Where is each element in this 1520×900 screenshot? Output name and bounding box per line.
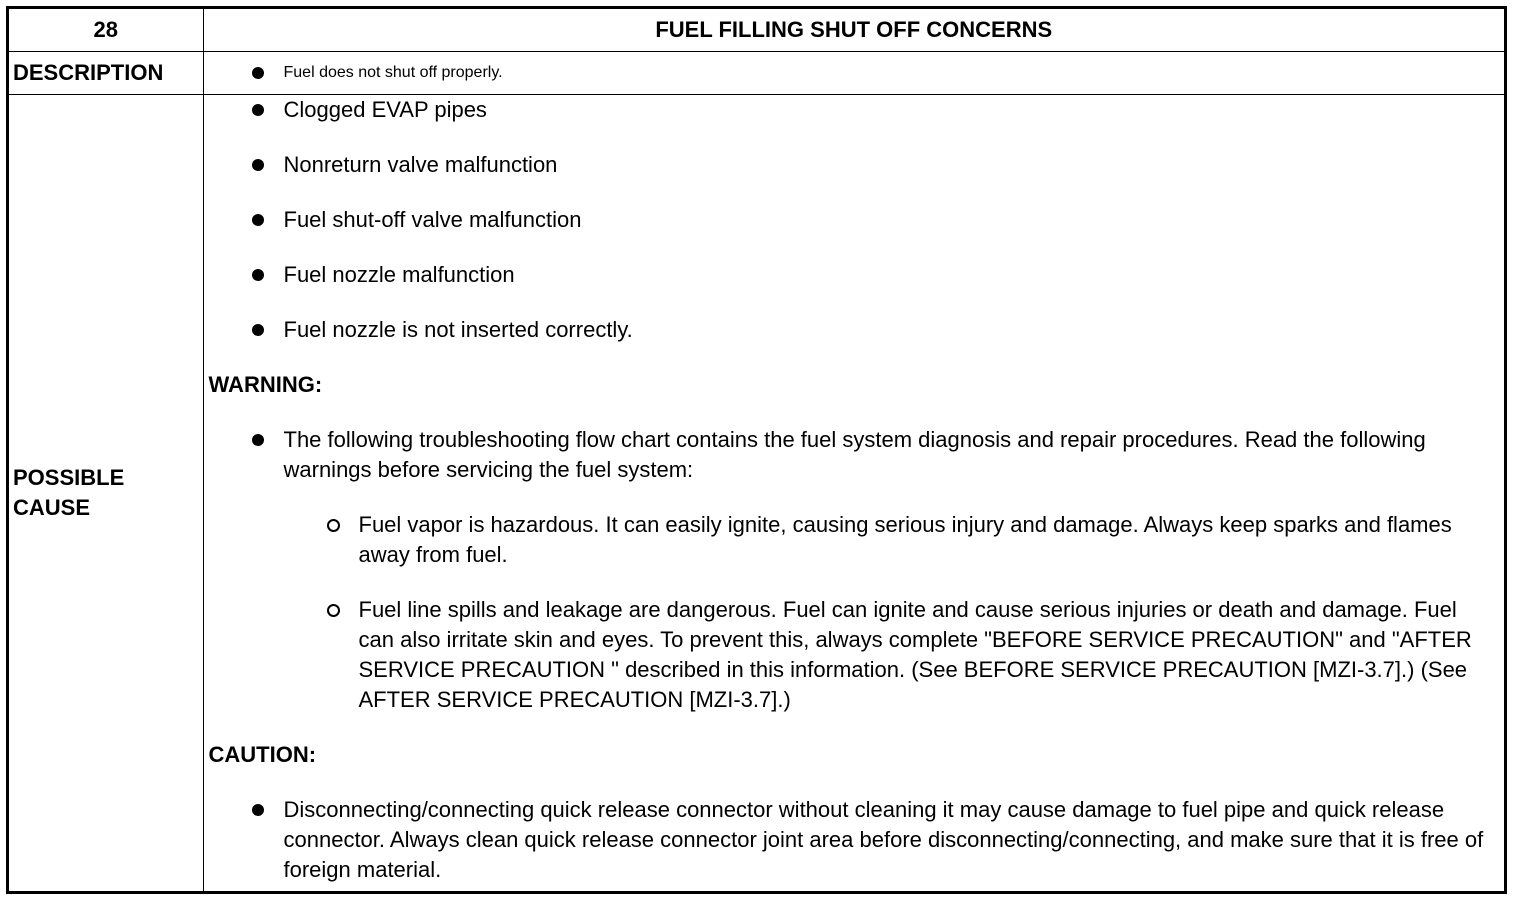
bullet-icon (252, 324, 264, 336)
description-text: Fuel does not shut off properly. (283, 64, 503, 81)
cause-item (204, 315, 1505, 345)
possible-cause-label (9, 95, 203, 892)
bullet-icon (252, 269, 264, 281)
possible-cause-row (9, 95, 1504, 892)
cause-item (204, 205, 1505, 235)
cause-text: Clogged EVAP pipes (283, 97, 487, 122)
cause-item (204, 150, 1505, 180)
bullet-icon (252, 104, 264, 116)
warning-heading: WARNING: (208, 372, 323, 397)
description-row (9, 52, 1504, 95)
hollow-bullet-icon (327, 604, 340, 617)
caution-item (204, 795, 1505, 885)
cause-item (204, 260, 1505, 290)
cause-item (204, 95, 1505, 125)
warning-subitem-text: Fuel line spills and leakage are dangerous. Fuel can ignite and cause serious injuries or death and damage. Fuel can also irritate skin and eyes. To prevent this, always complete "BEFORE SERVICE PRECAUTION" and "AFTER SERVICE PRECAUTION " described in this information. (See BEFORE SERVICE PRECAUTION [MZI-3.7].) (See AFTER SERVICE PRECAUTION [MZI-3.7].) (358, 597, 1472, 712)
possible-cause-label-line2: CAUSE (13, 495, 91, 520)
caution-text: Disconnecting/connecting quick release connector without cleaning it may cause damage to fuel pipe and quick release connector. Always clean quick release connector joint area before disconnecting/connecting, and make sure that it is free of foreign material. (283, 797, 1484, 882)
warning-subitem (204, 510, 1505, 570)
section-number: 28 (9, 9, 203, 52)
warning-subitem (204, 595, 1505, 715)
possible-cause-label-line1: POSSIBLE (13, 465, 125, 490)
document-frame (6, 6, 1507, 894)
cause-text: Fuel nozzle is not inserted correctly. (283, 317, 633, 342)
bullet-icon (252, 67, 264, 79)
hollow-bullet-icon (327, 519, 340, 532)
description-content (203, 52, 1504, 95)
cause-text: Fuel nozzle malfunction (283, 262, 515, 287)
bullet-icon (252, 434, 264, 446)
description-item (204, 52, 1505, 94)
bullet-icon (252, 159, 264, 171)
warning-text: The following troubleshooting flow chart contains the fuel system diagnosis and repair procedures. Read the following warnings before servicing the fuel system: (283, 427, 1426, 482)
caution-heading: CAUTION: (208, 742, 317, 767)
section-title: FUEL FILLING SHUT OFF CONCERNS (203, 9, 1504, 52)
warning-subitem-text: Fuel vapor is hazardous. It can easily ignite, causing serious injury and damage. Always keep sparks and flames away from fuel. (358, 512, 1452, 567)
possible-cause-content (203, 95, 1504, 892)
bullet-icon (252, 214, 264, 226)
header-row (9, 9, 1504, 52)
warning-item (204, 425, 1505, 485)
description-label: DESCRIPTION (9, 52, 203, 95)
troubleshooting-table (9, 9, 1504, 891)
bullet-icon (252, 804, 264, 816)
cause-text: Fuel shut-off valve malfunction (283, 207, 582, 232)
cause-text: Nonreturn valve malfunction (283, 152, 558, 177)
